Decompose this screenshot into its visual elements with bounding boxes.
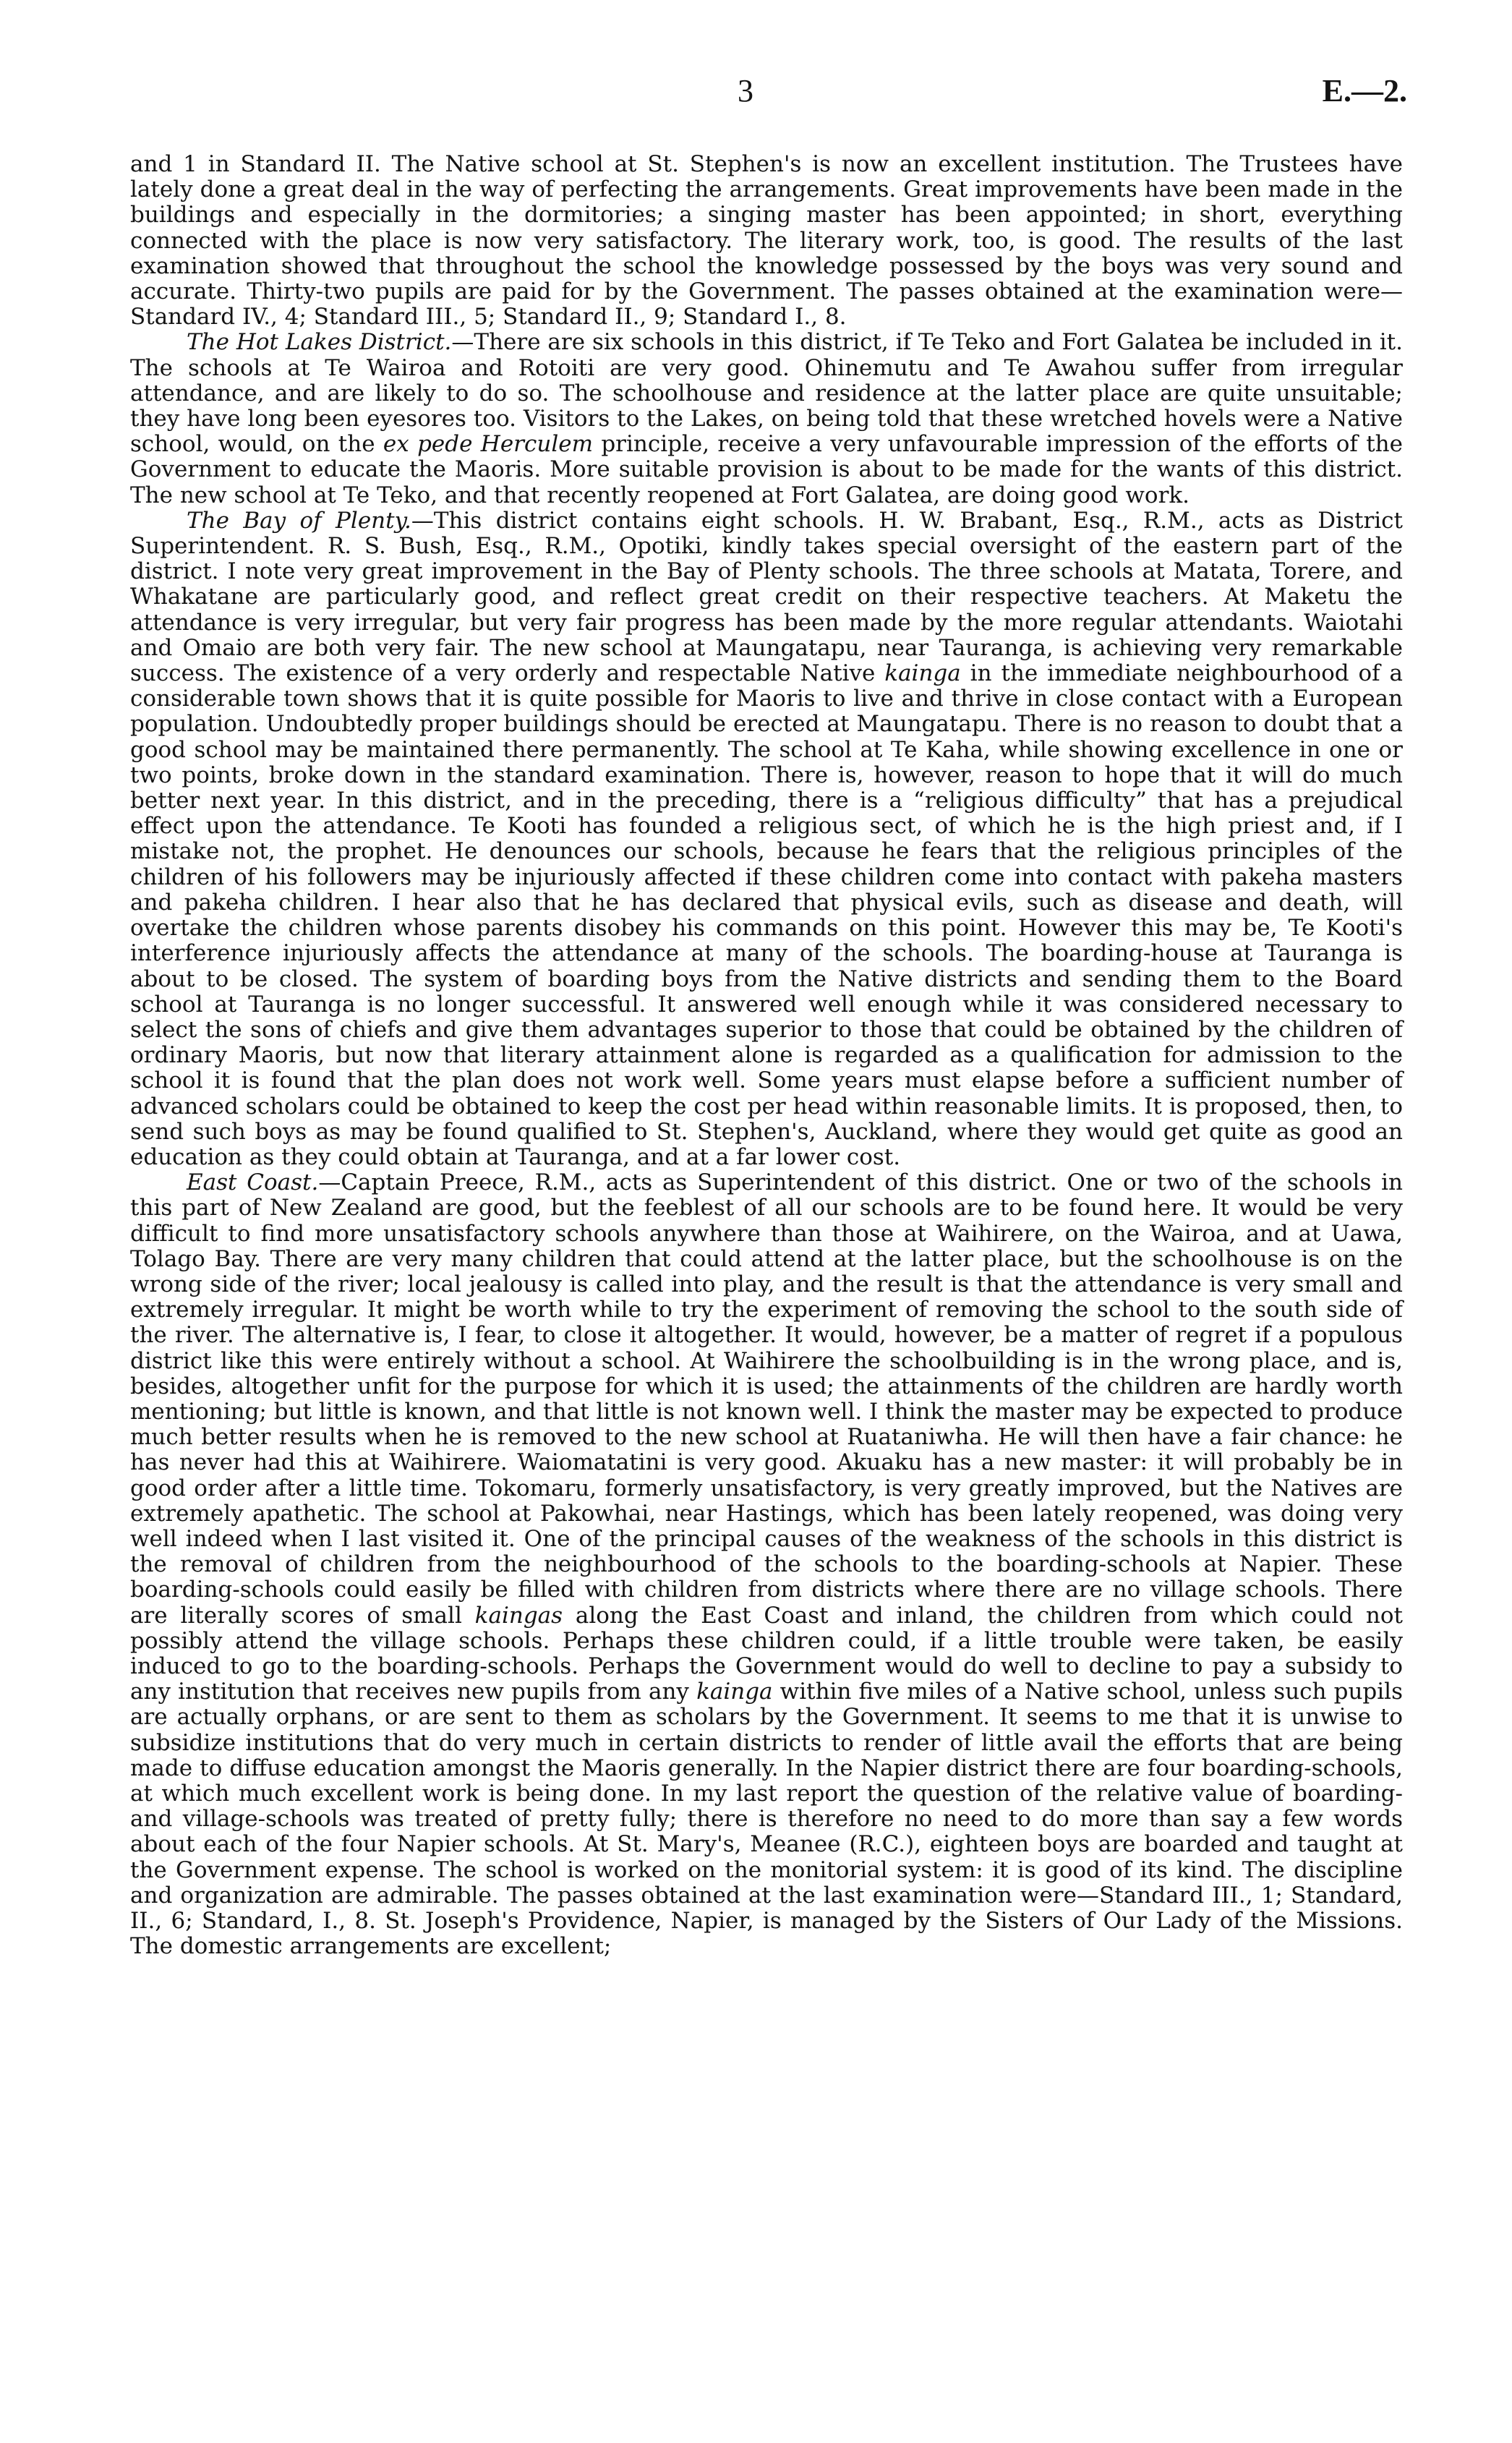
paragraph-hot-lakes-text-1: —There are six schools in this district, if Te Teko and Fort Galatea be included in it. The schools at Te Wairoa and Rotoiti are very good. Ohinemutu and Te Awahou suffer from irregular attendance, and are likely to do so. The schoolhouse and residence at the latter place are quite unsuitable; they have long been eyesores too. Visitors to the Lakes, on being told that these wretched hovels were a Native school, would, on the <box>130 329 1403 458</box>
maori-term-kainga: kainga <box>884 660 961 687</box>
paragraph-hot-lakes <box>130 330 1403 508</box>
document-body <box>130 152 1403 1959</box>
paragraph-bay-of-plenty <box>130 508 1403 1170</box>
paragraph-east-coast <box>130 1170 1403 1959</box>
latin-phrase: ex pede Herculem <box>383 431 593 458</box>
section-heading-east-coast: East Coast. <box>187 1169 319 1196</box>
section-heading-hot-lakes: The Hot Lakes District. <box>187 329 452 356</box>
maori-term-kainga: kainga <box>696 1679 773 1705</box>
document-code: E.—2. <box>1322 73 1407 108</box>
paragraph-east-coast-text-2: along the East Coast and inland, the children from which could not possibly attend the village schools. Perhaps these children could, if a little trouble were taken, be easily induced to go to the boarding-schools. Perhaps the Government would do well to decline to pay a subsidy to any institution that receives new pupils from any <box>130 1602 1404 1705</box>
page-number: 3 <box>738 73 753 108</box>
paragraph-east-coast-text-1: —Captain Preece, R.M., acts as Superintendent of this district. One or two of the schools in this part of New Zealand are good, but the feeblest of all our schools are to be found here. It would be very difficult to find more unsatisfactory schools anywhere than those at Waihirere, on the Wairoa, and at Uawa, Tolago Bay. There are very many children that could attend at the latter place, but the schoolhouse is on the wrong side of the river; local jealousy is called into play, and the result is that the attendance is very small and extremely irregular. It might be worth while to try the experiment of removing the school to the south side of the river. The alternative is, I fear, to close it altogether. It would, however, be a matter of regret if a populous district like this were entirely without a school. At Waihirere the schoolbuilding is in the wrong place, and is, besides, altogether unfit for the purpose for which it is used; the attainments of the children are hardly worth mentioning; but little is known, and that little is not known well. I think the master may be expected to produce much better results when he is removed to the new school at Ruataniwha. He will then have a fair chance: he has never had this at Waihirere. Waiomatatini is very good. Akuaku has a new master: it will probably be in good order after a little time. Tokomaru, formerly unsatisfactory, is very greatly improved, but the Natives are extremely apathetic. The school at Pakowhai, near Hastings, which has been lately reopened, was doing very well indeed when I last visited it. One of the principal causes of the weakness of the schools in this district is the removal of children from the neighbourhood of the schools to the boarding-schools at Napier. These boarding-schools could easily be filled with children from districts where there are no village schools. There are literally scores of small <box>130 1169 1403 1629</box>
section-heading-bay-of-plenty: The Bay of Plenty. <box>187 507 411 534</box>
paragraph-bay-of-plenty-text-1: —This district contains eight schools. H. W. Brabant, Esq., R.M., acts as District Superintendent. R. S. Bush, Esq., R.M., Opotiki, kindly takes special oversight of the eastern part of the district. I note very great improvement in the Bay of Plenty schools. The three schools at Matata, Torere, and Whakatane are particularly good, and reflect great credit on their respective teachers. At Maketu the attendance is very irregular, but very fair progress has been made by the more regular attendants. Waiotahi and Omaio are both very fair. The new school at Maungatapu, near Tauranga, is achieving very remarkable success. The existence of a very orderly and respectable Native <box>130 507 1403 687</box>
maori-term-kaingas: kaingas <box>474 1602 563 1629</box>
paragraph-east-coast-text-3: within five miles of a Native school, unless such pupils are actually orphans, or are sent to them as scholars by the Government. It seems to me that it is unwise to subsidize institutions that do very much in certain districts to render of little avail the efforts that are being made to diffuse education amongst the Maoris generally. In the Napier district there are four boarding-schools, at which much excellent work is being done. In my last report the question of the relative value of boarding- and village-schools was treated of pretty fully; there is therefore no need to do more than say a few words about each of the four Napier schools. At St. Mary's, Meanee (R.C.), eighteen boys are boarded and taught at the Government expense. The school is worked on the monitorial system: it is good of its kind. The discipline and organization are admirable. The passes obtained at the last examination were—Standard III., 1; Standard, II., 6; Standard, I., 8. St. Joseph's Providence, Napier, is managed by the Sisters of Our Lady of the Missions. The domestic arrangements are excellent; <box>130 1679 1404 1960</box>
paragraph-st-stephens: and 1 in Standard II. The Native school at St. Stephen's is now an excellent institution. The Trustees have lately done a great deal in the way of perfecting the arrangements. Great improvements have been made in the buildings and especially in the dormitories; a singing master has been appointed; in short, everything connected with the place is now very satisfactory. The literary work, too, is good. The results of the last examination showed that throughout the school the knowledge possessed by the boys was very sound and accurate. Thirty-two pupils are paid for by the Government. The passes obtained at the examination were—Standard IV., 4; Standard III., 5; Standard II., 9; Standard I., 8. <box>130 151 1403 331</box>
paragraph-bay-of-plenty-text-2: in the immediate neighbourhood of a considerable town shows that it is quite possible for Maoris to live and thrive in close contact with a European population. Undoubtedly proper buildings should be erected at Maungatapu. There is no reason to doubt that a good school may be maintained there permanently. The school at Te Kaha, while showing excellence in one or two points, broke down in the standard examination. There is, however, reason to hope that it will do much better next year. In this district, and in the preceding, there is a “religious difficulty” that has a prejudical effect upon the attendance. Te Kooti has founded a religious sect, of which he is the high priest and, if I mistake not, the prophet. He denounces our schools, because he fears that the religious principles of the children of his followers may be injuriously affected if these children come into contact with pakeha masters and pakeha children. I hear also that he has declared that physical evils, such as disease and death, will overtake the children whose parents disobey his commands on this point. However this may be, Te Kooti's interference injuriously affects the attendance at many of the schools. The boarding-house at Tauranga is about to be closed. The system of boarding boys from the Native districts and sending them to the Board school at Tauranga is no longer successful. It answered well enough while it was considered necessary to select the sons of chiefs and give them advantages superior to those that could be obtained by the children of ordinary Maoris, but now that literary attainment alone is regarded as a qualification for admission to the school it is found that the plan does not work well. Some years must elapse before a sufficient number of advanced scholars could be obtained to keep the cost per head within reasonable limits. It is proposed, then, to send such boys as may be found qualified to St. Stephen's, Auckland, where they would get quite as good an education as they could obtain at Tauranga, and at a far lower cost. <box>130 660 1403 1170</box>
paragraph-hot-lakes-text-2: principle, receive a very unfavourable impression of the efforts of the Government to educate the Maoris. More suitable provision is about to be made for the wants of this district. The new school at Te Teko, and that recently reopened at Fort Galatea, are doing good work. <box>130 431 1403 508</box>
